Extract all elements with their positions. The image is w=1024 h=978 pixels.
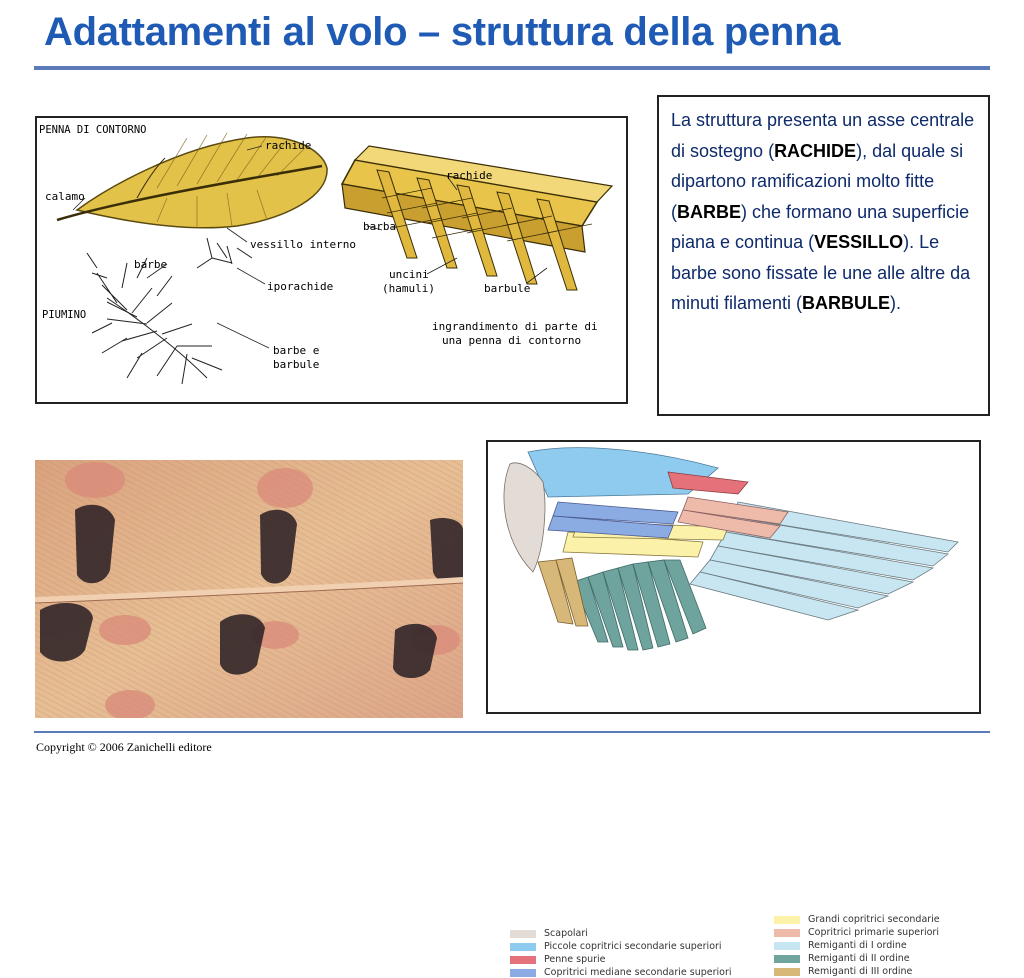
- legend-label: Penne spurie: [544, 954, 606, 965]
- legend-label: Grandi copritrici secondarie: [808, 914, 940, 925]
- legend-item: [510, 967, 732, 978]
- caption-ingrandimento-2: una penna di contorno: [442, 334, 582, 347]
- legend-item: [774, 953, 910, 964]
- legend-label: Copritrici mediane secondarie superiori: [544, 967, 732, 978]
- legend-item: [774, 927, 939, 938]
- label-rachide-zoom: rachide: [446, 169, 493, 182]
- term-rachide: RACHIDE: [774, 140, 857, 161]
- desc-text-5: ).: [890, 293, 902, 313]
- desc-text-1: La struttura presenta un asse centrale di sostegno (: [671, 110, 975, 161]
- label-vessillo-interno: vessillo interno: [250, 238, 356, 251]
- legend-swatch: [774, 916, 800, 924]
- title-divider: [34, 66, 990, 70]
- legend-item: [774, 914, 940, 925]
- legend-item: [774, 940, 907, 951]
- legend-item: [510, 941, 722, 952]
- legend-label: Remiganti di I ordine: [808, 940, 907, 951]
- copyright-notice: Copyright © 2006 Zanichelli editore: [36, 740, 212, 754]
- caption-ingrandimento-1: ingrandimento di parte di: [432, 320, 598, 333]
- label-penna-contorno: PENNA DI CONTORNO: [39, 124, 147, 136]
- legend-item: [510, 928, 588, 939]
- label-rachide: rachide: [265, 139, 312, 152]
- legend-swatch: [774, 955, 800, 963]
- wing-illustration: [488, 442, 979, 712]
- term-barbule: BARBULE: [802, 293, 891, 313]
- legend-item: [510, 954, 606, 965]
- legend-swatch: [510, 956, 536, 964]
- label-iporachide: iporachide: [267, 280, 334, 293]
- legend-swatch: [774, 942, 800, 950]
- feather-illustration: [37, 118, 626, 402]
- description-box: [657, 95, 990, 416]
- legend-label: Copritrici primarie superiori: [808, 927, 939, 938]
- term-barbe: BARBE: [677, 201, 742, 222]
- legend-label: Scapolari: [544, 928, 588, 939]
- legend-item: [774, 966, 912, 977]
- label-uncini: uncini: [389, 268, 429, 281]
- label-barbe: barbe: [134, 258, 168, 271]
- desc-text-3: ) che formano una superficie piana e continua (: [671, 201, 970, 252]
- legend-label: Piccole copritrici secondarie superiori: [544, 941, 722, 952]
- label-barba: barba: [363, 220, 397, 233]
- label-piumino: PIUMINO: [42, 309, 87, 321]
- legend-swatch: [774, 968, 800, 976]
- legend-swatch: [510, 943, 536, 951]
- legend-swatch: [774, 929, 800, 937]
- label-barbe-e: barbe e: [273, 344, 320, 357]
- legend-label: Remiganti di III ordine: [808, 966, 913, 977]
- feather-closeup-photo: [35, 460, 463, 718]
- label-hamuli: (hamuli): [382, 282, 435, 295]
- slide-title: Adattamenti al volo – struttura della penna: [44, 10, 841, 54]
- desc-text-2: ), dal quale si dipartono ramificazioni molto fitte (: [671, 140, 964, 222]
- feather-structure-figure: [35, 116, 628, 404]
- term-vessillo: VESSILLO: [814, 232, 904, 252]
- legend-swatch: [510, 930, 536, 938]
- label-barbule-short: barbule: [273, 358, 320, 371]
- legend-label: Remiganti di II ordine: [808, 953, 910, 964]
- label-barbule: barbule: [484, 282, 531, 295]
- label-calamo: calamo: [45, 190, 85, 203]
- legend-swatch: [510, 969, 536, 977]
- footer-divider: [34, 731, 990, 733]
- desc-text-4: ). Le barbe sono fissate le une alle altre da minuti filamenti (: [671, 232, 971, 313]
- wing-feathers-diagram: [486, 440, 981, 978]
